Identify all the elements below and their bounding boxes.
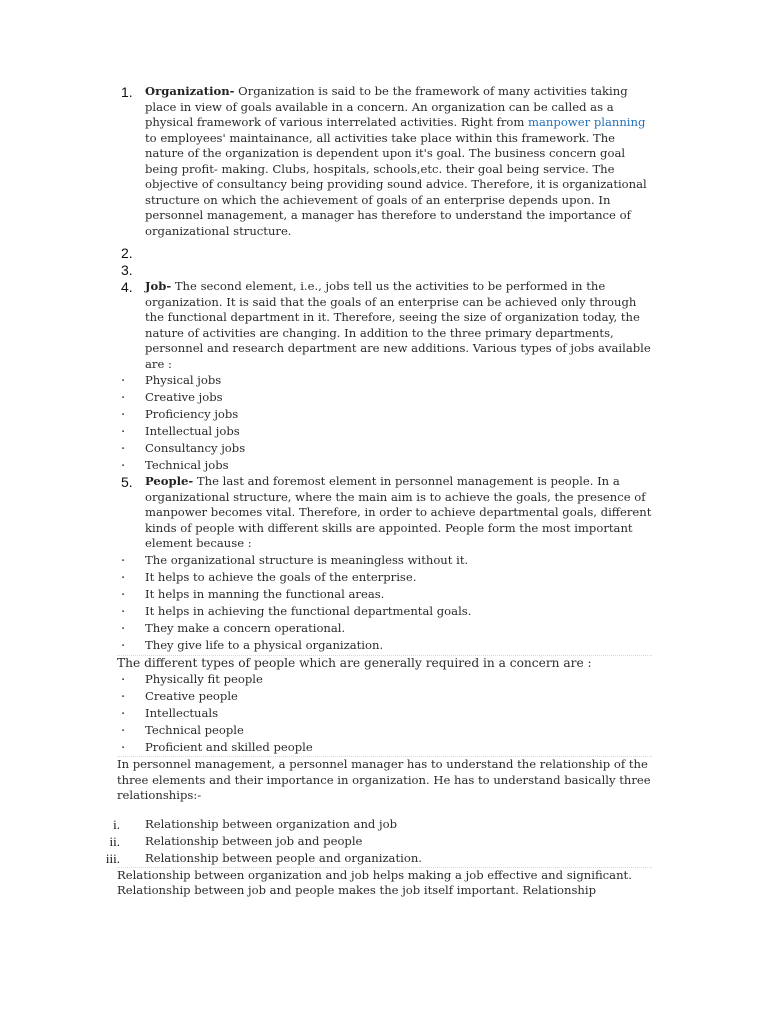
relationships-list bbox=[0, 816, 768, 867]
manpower-planning-link[interactable]: manpower planning bbox=[528, 115, 646, 129]
job-types-list bbox=[0, 372, 768, 474]
roman-numeral: iii. bbox=[105, 850, 120, 866]
bullet-marker: . bbox=[121, 686, 126, 701]
list-number: 4. bbox=[121, 279, 133, 295]
list-number: 3. bbox=[121, 262, 133, 278]
list-item: . Physical jobs bbox=[121, 370, 222, 387]
bullet-marker: . bbox=[121, 617, 126, 633]
term-job: Job- bbox=[145, 279, 172, 293]
bullet-marker: . bbox=[121, 421, 126, 436]
bullet-marker: . bbox=[121, 720, 126, 735]
list-item: . Proficient and skilled people bbox=[121, 737, 313, 754]
roman-numeral: ii. bbox=[109, 833, 120, 849]
bullet-marker: . bbox=[121, 583, 126, 599]
closing-line: Relationship between organization and job helps making a job effective and significant. bbox=[117, 867, 652, 884]
list-item-empty bbox=[121, 262, 655, 279]
bullet-marker: . bbox=[121, 737, 126, 752]
people-reasons-list bbox=[0, 549, 768, 654]
list-item: ii. Relationship between job and people bbox=[109, 833, 363, 849]
bullet-marker: . bbox=[121, 600, 126, 616]
list-number: 2. bbox=[121, 245, 133, 261]
term-organization: Organization- bbox=[145, 84, 235, 98]
list-item: . Creative people bbox=[121, 686, 238, 703]
bullet-marker: . bbox=[121, 549, 126, 565]
list-item: . It helps in manning the functional areas. bbox=[121, 583, 385, 601]
list-item: . Intellectuals bbox=[121, 703, 219, 720]
list-item: . Consultancy jobs bbox=[121, 438, 246, 455]
bullet-marker: . bbox=[121, 370, 126, 385]
bullet-marker: . bbox=[121, 438, 126, 453]
list-item: . It helps in achieving the functional departmental goals. bbox=[121, 600, 472, 618]
bullet-marker: . bbox=[121, 404, 126, 419]
bullet-marker: . bbox=[121, 387, 126, 402]
paragraph-text: Organization is said to be the framework of many activities taking place in view of goals available in a concern. An organization can be called as a physical framework of various interrelated activities. Right from bbox=[145, 84, 628, 129]
bullet-marker: . bbox=[121, 703, 126, 718]
list-item: . Technical jobs bbox=[121, 455, 229, 472]
list-number: 5. bbox=[121, 474, 133, 490]
paragraph-text: The last and foremost element in personnel management is people. In a organizational structure, where the main aim is to achieve the goals, the presence of manpower becomes vital. Therefore, in order to achieve departmental goals, different kinds of people with different skills are appointed. People form the most important element because : bbox=[145, 474, 652, 550]
list-item: . Proficiency jobs bbox=[121, 404, 239, 421]
list-item: . Technical people bbox=[121, 720, 244, 737]
relationship-intro: In personnel management, a personnel manager has to understand the relationship of the three elements and their importance in organization. He has to understand basically three relationships:- bbox=[117, 757, 651, 802]
list-item: . It helps to achieve the goals of the enterprise. bbox=[121, 566, 417, 584]
list-item: . They give life to a physical organization. bbox=[121, 634, 384, 652]
bullet-marker: . bbox=[121, 669, 126, 684]
list-item-empty bbox=[121, 245, 655, 262]
list-item: . Intellectual jobs bbox=[121, 421, 240, 438]
list-item: iii. Relationship between people and organization. bbox=[105, 850, 422, 866]
list-item: . Creative jobs bbox=[121, 387, 223, 404]
list-item: i. Relationship between organization and job bbox=[113, 816, 398, 832]
people-types-list bbox=[0, 671, 768, 756]
list-number: 1. bbox=[121, 84, 133, 100]
roman-numeral: i. bbox=[113, 816, 120, 832]
list-item: . They make a concern operational. bbox=[121, 617, 346, 635]
bullet-marker: . bbox=[121, 455, 126, 470]
paragraph-text: to employees' maintainance, all activities take place within this framework. The nature of the organization is dependent upon it's goal. The business concern goal being profit- making. Clubs, hospitals, schools,etc. their goal being service. The objective of consultancy being providing sound advice. Therefore, it is organizational structure on which the achievement of goals of an enterprise depends upon. In personnel management, a manager has therefore to understand the importance of organizational structure. bbox=[145, 130, 647, 238]
list-item-people bbox=[121, 474, 655, 552]
people-types-intro: The different types of people which are generally required in a concern are : bbox=[117, 655, 652, 672]
bullet-marker: . bbox=[121, 634, 126, 650]
bullet-marker: . bbox=[121, 566, 126, 582]
paragraph-text: The second element, i.e., jobs tell us the activities to be performed in the organization. It is said that the goals of an enterprise can be achieved only through the functional department in it. Therefore, seeing the size of organization today, the nature of activities are changing. In addition to the three primary departments, personnel and research department are new additions. Various types of jobs available are : bbox=[145, 279, 651, 371]
closing-line: Relationship between job and people makes the job itself important. Relationship bbox=[117, 883, 597, 897]
document-page bbox=[0, 84, 768, 899]
list-item-job bbox=[121, 279, 655, 372]
list-item: . The organizational structure is meaningless without it. bbox=[121, 549, 469, 567]
list-item: . Physically fit people bbox=[121, 669, 263, 686]
list-item-organization bbox=[121, 84, 655, 239]
term-people: People- bbox=[145, 474, 194, 488]
